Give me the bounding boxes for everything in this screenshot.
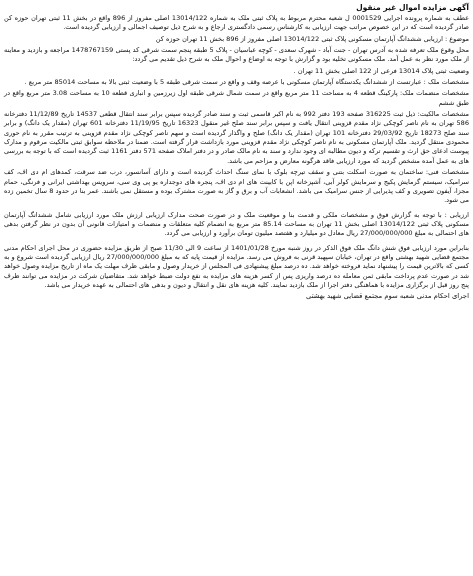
auction-notice: [4, 3, 469, 302]
notice-title: آگهی مزایده اموال غیر منقول: [356, 3, 469, 12]
issuing-office: اجرای احکام مدنی شعبه سوم مجتمع قضایی شهید بهشتی: [306, 292, 469, 301]
location-paragraph: محل وقوع ملک تعرفه شده به آدرس تهران - جنت آباد - شهرک سعدی - کوچه عباسیان - پلاک 5 طبقه پنجم سمت شرقی کد پستی 1478767159 مراجعه و بازدید و معاینه از ملک مورد نظر به عمل آمد. ملک مسکونی تخلیه بود و گزارش با توجه به اوضاع و احوال ملک به شرح ذیل تقدیم می گردد:: [4, 46, 469, 64]
appurtenances-paragraph: مشخصات منضمات ملک: پارکینگ قطعه 4 به مساحت 11 متر مربع واقع در سمت شمال شرقی طبقه اول زیرزمین و انباری قطعه 10 به مساحت 3.08 متر مربع واقع در طبق ششم: [4, 89, 469, 107]
ownership-paragraph: مشخصات مالکیت: ذیل ثبت 316225 صفحه 193 دفتر 992 به نام اکبر قاسمی ثبت و سند صادر گردیده سپس برابر سند انتقال قطعی 14537 تاریخ 11/12/89 دفترخانه 586 تهران به نام ناصر کوچکی نژاد مقدم قزوینی انتقال یافت و سپس برابر سند صلح غیر منقول 16323 تاریخ 11/19/95 دفترخانه 601 تهران (مقدار یک دانگ) و برابر سند صلح 18273 تاریخ 29/03/92 دفترخانه 101 تهران (مقدار یک دانگ) صلح و واگذار گردیده است و سهم ناصر کوچکی نژاد مقدم قزوینی به ترتیب مقرر به نام حوری محمودی منتقل گردید. ملک آپارتمان مسکونی به نام ناصر کوچکی نژاد مقدم قزوینی مورد بازداشت قرار گرفته است. ضمنا در ملاحظه سوابق ثبتی مالکیت مرقوم و مدارک پیوست ادعای حق ارث و تقسیم ترکه و دیون مطالبه ای وجود ندارد و سند به نام مالک صادر و در دفتر املاک صفحه 571 دفتر 1161 ثبت گردیده است که با توجه به بررسی های به عمل آمده مشخص گردید که مورد ارزیابی فاقد هرگونه معارض و مزاحم می باشد.: [4, 110, 470, 165]
auction-terms-paragraph: بنابراین مورد ارزیابی فوق شش دانگ ملک فوق الذکر در روز شنبه مورخ 1401/01/28 از ساعت 9 الی 11/30 صبح از طریق مزایده حضوری در محل اجرای احکام مدنی مجتمع قضایی شهید بهشتی واقع در تهران، خیابان سپهبد قرنی به فروش می رسد. مزایده از قیمت پایه که به مبلغ 27/000/000/000 ریال ارزیابی گردیده است شروع و به کسی که بالاترین قیمت را پیشنهاد نماید فروخته خواهد شد. ده درصد مبلغ پیشنهادی فی المجلس از خریدار وصول و مابقی ظرف مهلت یک ماه از تاریخ مزایده وصول خواهد شد در صورت عدم پرداخت مابقی ثمن معامله ده درصد واریزی پس از کسر هزینه های مزایده به نفع دولت ضبط خواهد شد. متقاضیان شرکت در مزایده می توانند ظرف پنج روز قبل از برگزاری مزایده با هماهنگی دفتر اجرا از ملک بازدید نمایند. کلیه هزینه های نقل و انتقال و دیون و بدهی های احتمالی به عهده خریدار می باشد.: [4, 243, 469, 289]
intro-paragraph: عطف به شماره پرونده اجرایی 0001529 ل شعبه محترم مربوط به پلاک ثبتی ملک به شماره 13014/122 اصلی مفروز از 896 واقع در بخش 11 ثبتی تهران حوزه کن صادر گردیده است که در این خصوص مراتب جهت ارزیابی به کارشناس رسمی دادگستری ارجاع و به شرح ذیل توصیف اجمالی و ارزیابی گردیده است.: [4, 14, 470, 32]
technical-specs-paragraph: مشخصات فنی: ساختمان به صورت اسکلت بتنی و سقف تیرچه بلوک با نمای سنگ احداث گردیده است و دارای آسانسور، درب ضد سرقت، کمدهای ام دی اف، کف سرامیک، سیستم گرمایش پکیج و سرمایش کولر آبی، آشپزخانه اپن با کابینت های ام دی اف، پنجره های دوجداره یو پی وی سی، سرویس بهداشتی ایرانی و فرنگی، حمام مجزا، آیفون تصویری و کف پذیرایی از جنس سرامیک می باشد. انشعابات آب و برق و گاز به صورت مشترک بوده و مستقل نمی باشند. عمر بنا در حدود 8 سال تخمین زده می شود.: [4, 168, 470, 205]
property-specs-paragraph: مشخصات ملک : عبارتست از ششدانگ یکدستگاه آپارتمان مسکونی با عرصه وقف و واقع در سمت شرقی طبقه 5 با وضعیت ثبتی بالا به مساحت 85014 متر مربع .: [24, 78, 469, 87]
registration-paragraph: وضعیت ثبتی پلاک 13014 فرعی از 122 اصلی بخش 11 تهران .: [293, 66, 469, 75]
subject-paragraph: موضوع : ارزیابی ششدانگ آپارتمان مسکونی پلاک ثبتی 13014/122 اصلی مفروز از 896 بخش 11 تهران حوزه کن: [155, 34, 469, 43]
valuation-paragraph: ارزیابی : با توجه به گزارش فوق و مشخصات ملکی و قدمت بنا و موقعیت ملک و در صورت صحت مدارک ارزیابی ارزش ملک مورد ارزیابی شامل ششدانگ آپارتمان مسکونی پلاک ثبتی 13014/122 اصلی بخش 11 تهران به مساحت 85.14 متر مربع به انضمام کلیه متعلقات و منضمات و امتیازات قانونی آن بدون در نظر گرفتن بدهی های احتمالی به مبلغ 27/000/000/000 ریال معادل دو میلیارد و هفتصد میلیون تومان برآورد و ارزیابی می گردد.: [4, 210, 469, 238]
